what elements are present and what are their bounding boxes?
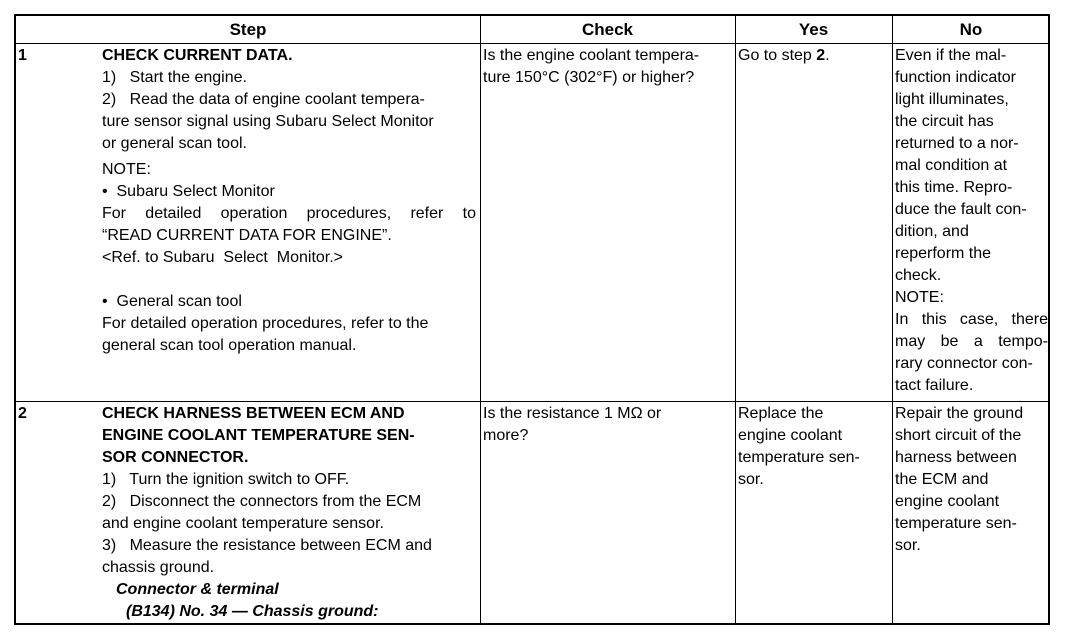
no-note-text: may be a tempo- [895, 333, 1048, 350]
step-title: CHECK CURRENT DATA. [102, 47, 293, 64]
yes-text-prefix: Go to step [738, 47, 817, 64]
step-instruction: 1) Start the engine. [102, 69, 247, 86]
no-text: temperature sen- [895, 515, 1017, 532]
step-instruction: 1) Turn the ignition switch to OFF. [102, 471, 350, 488]
column-divider [735, 16, 736, 623]
connector-terminal: (B134) No. 34 — Chassis ground: [126, 603, 379, 620]
check-text: Is the resistance 1 MΩ or [483, 405, 662, 422]
no-text: light illuminates, [895, 91, 1009, 108]
row-divider [16, 401, 1048, 402]
no-text: engine coolant [895, 493, 1000, 510]
step-content [102, 403, 476, 623]
no-note-text: In this case, there [895, 311, 1048, 328]
no-text: function indicator [895, 69, 1016, 86]
no-content [895, 45, 1048, 397]
yes-text: engine coolant [738, 427, 843, 444]
yes-text [738, 45, 890, 67]
no-text: short circuit of the [895, 427, 1022, 444]
no-note-text: rary connector con- [895, 355, 1033, 372]
no-text: harness between [895, 449, 1017, 466]
yes-content [738, 403, 890, 491]
diagnostic-table [14, 14, 1050, 625]
step-content [102, 45, 476, 357]
note-bullet: • Subaru Select Monitor [102, 183, 275, 200]
check-text: ture 150°C (302°F) or higher? [483, 69, 695, 86]
header-step: Step [229, 20, 267, 39]
header-divider [16, 43, 1048, 44]
column-divider [892, 16, 893, 623]
note-text: For detailed operation procedures, refer to [102, 205, 476, 222]
step-instruction: 2) Disconnect the connectors from the ECM [102, 493, 422, 510]
step-title: CHECK HARNESS BETWEEN ECM AND [102, 405, 405, 422]
no-text: check. [895, 267, 942, 284]
step-instruction: 3) Measure the resistance between ECM and [102, 537, 432, 554]
check-text: more? [483, 427, 529, 444]
check-content [483, 45, 733, 89]
no-text: mal condition at [895, 157, 1008, 174]
no-content [895, 403, 1048, 557]
no-text: this time. Repro- [895, 179, 1013, 196]
no-text: returned to a nor- [895, 135, 1019, 152]
no-text: the ECM and [895, 471, 989, 488]
step-instruction: or general scan tool. [102, 135, 247, 152]
step-instruction: ture sensor signal using Subaru Select Monitor [102, 113, 434, 130]
yes-text: sor. [738, 471, 764, 488]
check-text: Is the engine coolant tempera- [483, 47, 700, 64]
step-number: 1 [18, 47, 27, 64]
yes-content [738, 45, 890, 67]
step-title: SOR CONNECTOR. [102, 449, 249, 466]
step-instruction: chassis ground. [102, 559, 215, 576]
note-label: NOTE: [102, 161, 151, 178]
no-text: Repair the ground [895, 405, 1024, 422]
note-text: “READ CURRENT DATA FOR ENGINE”. [102, 227, 392, 244]
connector-label: Connector & terminal [116, 581, 279, 598]
header-check: Check [581, 20, 634, 39]
header-yes: Yes [798, 20, 829, 39]
no-text: the circuit has [895, 113, 994, 130]
no-text: dition, and [895, 223, 969, 240]
no-text: Even if the mal- [895, 47, 1007, 64]
yes-text: Replace the [738, 405, 824, 422]
no-note-label: NOTE: [895, 289, 944, 306]
no-text: duce the fault con- [895, 201, 1027, 218]
note-text: For detailed operation procedures, refer to the [102, 315, 429, 332]
note-reference: <Ref. to Subaru Select Monitor.> [102, 249, 344, 266]
check-content [483, 403, 733, 447]
yes-text: temperature sen- [738, 449, 860, 466]
step-title: ENGINE COOLANT TEMPERATURE SEN- [102, 427, 415, 444]
no-text: reperform the [895, 245, 992, 262]
column-divider [480, 16, 481, 623]
step-instruction: 2) Read the data of engine coolant tempera- [102, 91, 425, 108]
step-number: 2 [18, 405, 27, 422]
note-text: general scan tool operation manual. [102, 337, 357, 354]
step-instruction: and engine coolant temperature sensor. [102, 515, 384, 532]
yes-step-ref: 2 [816, 47, 826, 64]
yes-text-suffix: . [825, 47, 830, 64]
no-note-text: tact failure. [895, 377, 974, 394]
header-no: No [959, 20, 983, 39]
note-bullet: • General scan tool [102, 293, 242, 310]
no-text: sor. [895, 537, 921, 554]
